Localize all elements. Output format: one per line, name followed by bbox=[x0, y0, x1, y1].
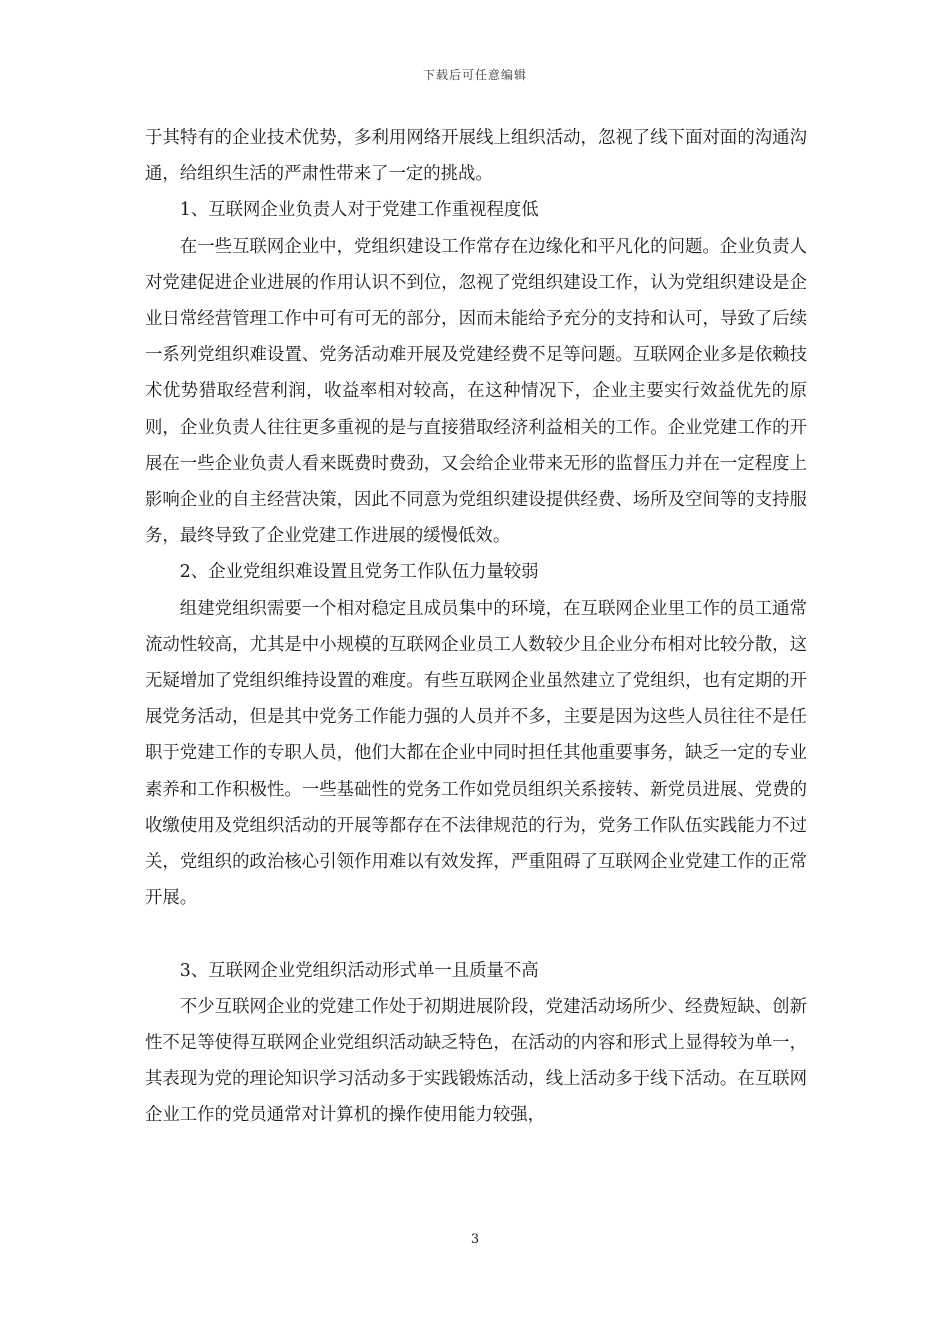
section-1-heading: 1、互联网企业负责人对于党建工作重视程度低 bbox=[179, 200, 539, 221]
section-3-heading: 3、互联网企业党组织活动形式单一且质量不高 bbox=[179, 960, 539, 981]
page-header: 下载后可任意编辑 bbox=[422, 68, 527, 82]
page-number: 3 bbox=[470, 1232, 480, 1247]
document-body bbox=[145, 120, 807, 1134]
section-2-paragraph: 组建党组织需要一个相对稳定且成员集中的环境，在互联网企业里工作的员工通常流动性较高，尤其是中小规模的互联网企业员工人数较少且企业分布相对比较分散，这无疑增加了党组织维持设置的难度。有些互联网企业虽然建立了党组织，也有定期的开展党务活动，但是其中党务工作能力强的人员并不多，主要是因为这些人员往往不是任职于党建工作的专职人员，他们大都在企业中同时担任其他重要事务，缺乏一定的专业素养和工作积极性。一些基础性的党务工作如党员组织关系接转、新党员进展、党费的收缴使用及党组织活动的开展等都存在不法律规范的行为，党务工作队伍实践能力不过关，党组织的政治核心引领作用难以有效发挥，严重阻碍了互联网企业党建工作的正常开展。 bbox=[145, 598, 807, 909]
section-3-paragraph: 不少互联网企业的党建工作处于初期进展阶段，党建活动场所少、经费短缺、创新性不足等使得互联网企业党组织活动缺乏特色，在活动的内容和形式上显得较为单一，其表现为党的理论知识学习活动多于实践锻炼活动，线上活动多于线下活动。在互联网企业工作的党员通常对计算机的操作使用能力较强， bbox=[145, 996, 807, 1126]
section-2-heading: 2、企业党组织难设置且党务工作队伍力量较弱 bbox=[179, 562, 539, 583]
intro-paragraph: 于其特有的企业技术优势，多利用网络开展线上组织活动，忽视了线下面对面的沟通沟通，给组织生活的严肃性带来了一定的挑战。 bbox=[145, 128, 807, 185]
section-1-paragraph: 在一些互联网企业中，党组织建设工作常存在边缘化和平凡化的问题。企业负责人对党建促进企业进展的作用认识不到位，忽视了党组织建设工作，认为党组织建设是企业日常经营管理工作中可有可无的部分，因而未能给予充分的支持和认可，导致了后续一系列党组织难设置、党务活动难开展及党建经费不足等问题。互联网企业多是依赖技术优势猎取经营利润，收益率相对较高，在这种情况下，企业主要实行效益优先的原则，企业负责人往往更多重视的是与直接猎取经济利益相关的工作。企业党建工作的开展在一些企业负责人看来既费时费劲，又会给企业带来无形的监督压力并在一定程度上影响企业的自主经营决策，因此不同意为党组织建设提供经费、场所及空间等的支持服务，最终导致了企业党建工作进展的缓慢低效。 bbox=[145, 236, 807, 547]
